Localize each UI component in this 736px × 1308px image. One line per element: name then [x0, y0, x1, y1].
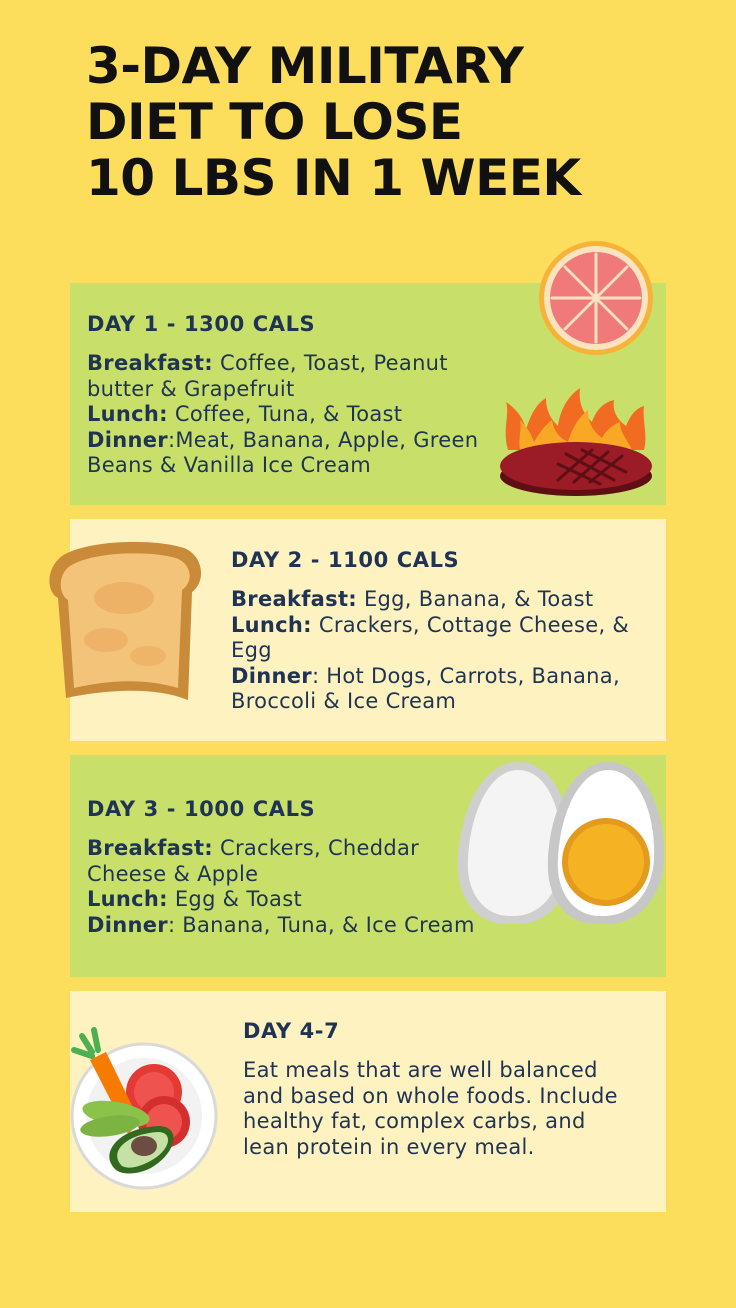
meal-breakfast — [231, 587, 631, 613]
grapefruit-icon — [538, 240, 654, 356]
grilled-steak-icon — [496, 380, 658, 498]
meal-label: Breakfast: — [87, 351, 213, 375]
meal-dinner — [231, 664, 631, 715]
meal-items: :Meat, Banana, Apple, Green Beans & Vanilla Ice Cream — [87, 427, 479, 477]
meal-dinner — [87, 912, 475, 939]
meal-items: : Hot Dogs, Carrots, Banana, Broccoli & Ice Cream — [231, 663, 620, 713]
day-2-heading: DAY 2 - 1100 CALS — [231, 548, 460, 572]
page-title — [86, 38, 581, 206]
day-3-heading: DAY 3 - 1000 CALS — [87, 797, 316, 821]
meal-label: Lunch: — [87, 402, 168, 426]
toast-icon — [44, 538, 204, 704]
title-line: 3-DAY MILITARY — [86, 37, 524, 95]
day-1-meal-list — [87, 351, 487, 479]
meal-items: Egg, Banana, & Toast — [357, 587, 594, 611]
day-2-meal-list — [231, 587, 631, 715]
meal-items: Coffee, Toast, Peanut butter & Grapefruit — [87, 351, 448, 401]
title-line: DIET TO LOSE — [86, 93, 463, 151]
boiled-egg-icon — [454, 756, 668, 928]
meal-breakfast — [87, 351, 487, 402]
meal-items: Crackers, Cheddar Cheese & Apple — [87, 836, 420, 886]
meal-items: Coffee, Tuna, & Toast — [167, 402, 403, 426]
meal-lunch — [87, 402, 487, 428]
meal-label: Breakfast: — [87, 836, 213, 860]
meal-label: Dinner — [231, 663, 312, 688]
day-4-7-description: Eat meals that are well balanced and based on whole foods. Include healthy fat, complex carbs, and lean protein in every meal. — [243, 1058, 618, 1159]
meal-dinner — [87, 428, 487, 479]
salad-plate-icon — [58, 1022, 218, 1190]
meal-items: Egg & Toast — [167, 887, 302, 911]
meal-label: Dinner — [87, 912, 168, 937]
day-4-7-heading: DAY 4-7 — [243, 1019, 340, 1043]
meal-label: Lunch: — [231, 612, 312, 637]
meal-breakfast — [87, 836, 447, 887]
meal-label: Dinner — [87, 427, 168, 452]
meal-label: Lunch: — [87, 887, 168, 911]
title-line: 10 LBS IN 1 WEEK — [86, 149, 581, 207]
day-1-heading: DAY 1 - 1300 CALS — [87, 312, 316, 336]
meal-lunch — [87, 887, 447, 913]
meal-items: Crackers, Cottage Cheese, & Egg — [231, 612, 630, 662]
day-3-meal-list — [87, 836, 475, 938]
meal-lunch — [231, 613, 631, 664]
meal-items: : Banana, Tuna, & Ice Cream — [167, 912, 475, 937]
meal-label: Breakfast: — [231, 587, 357, 611]
